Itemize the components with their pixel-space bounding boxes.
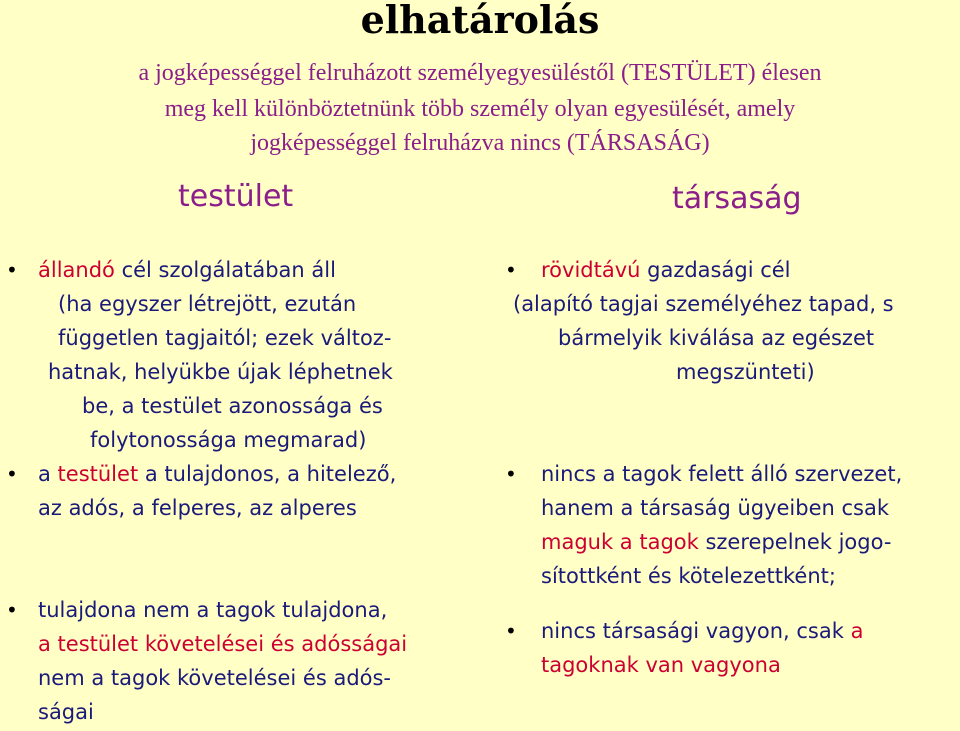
left-b1-line-3: független tagjaitól; ezek változ- — [58, 326, 392, 350]
emphasis-testulet: testület — [57, 462, 139, 486]
left-b1-line-1 — [38, 253, 336, 287]
emphasis-allando: állandó — [38, 258, 115, 282]
right-b1-line-1 — [541, 253, 791, 287]
left-b1-line-1-text: cél szolgálatában áll — [114, 258, 336, 282]
left-b3-line-4: ságai — [38, 700, 94, 724]
right-b2-line-1: nincs a tagok felett álló szervezet, — [541, 462, 903, 486]
emphasis-a: a — [850, 619, 864, 643]
bullet-icon: • — [505, 619, 517, 643]
left-heading: testület — [178, 179, 294, 214]
emphasis-rovidtavu: rövidtávú — [541, 258, 641, 282]
left-b3-line-2: a testület követelései és adósságai — [38, 632, 408, 656]
right-b3-pre: nincs társasági vagyon, csak — [541, 619, 851, 643]
left-b1-line-4: hatnak, helyükbe újak léphetnek — [48, 360, 393, 384]
emphasis-maguk-a-tagok: maguk a tagok — [541, 530, 699, 554]
left-b2-line-1-text: a tulajdonos, a hitelező, — [138, 462, 397, 486]
left-b1-line-5: be, a testület azonossága és — [82, 394, 383, 418]
right-b1-line-3: bármelyik kiválása az egészet — [558, 326, 875, 350]
intro-line-3: jogképességgel felruházva nincs (TÁRSASÁG) — [250, 130, 710, 156]
right-heading: társaság — [672, 181, 802, 216]
bullet-icon: • — [505, 462, 517, 486]
right-b2-line-3-text: szerepelnek jogo- — [698, 530, 892, 554]
bullet-icon: • — [505, 258, 517, 282]
bullet-icon: • — [6, 462, 18, 486]
right-b1-line-4: megszünteti) — [676, 360, 815, 384]
left-b2-pre: a — [38, 462, 58, 486]
right-b1-line-1-text: gazdasági cél — [640, 258, 791, 282]
page-title: elhatárolás — [360, 0, 600, 42]
right-b2-line-2: hanem a társaság ügyeiben csak — [541, 496, 890, 520]
intro-line-2: meg kell különböztetnünk több személy olyan egyesülését, amely — [164, 96, 796, 122]
left-b2-line-2: az adós, a felperes, az alperes — [38, 496, 357, 520]
right-b3-line-2: tagoknak van vagyona — [541, 653, 781, 677]
right-b3-line-1 — [541, 614, 863, 648]
left-b1-line-6: folytonossága megmarad) — [90, 428, 367, 452]
bullet-icon: • — [6, 598, 18, 622]
bullet-icon: • — [6, 258, 18, 282]
left-b2-line-1 — [38, 457, 396, 491]
right-b2-line-4: sítottként és kötelezettként; — [541, 564, 836, 588]
left-b1-line-2: (ha egyszer létrejött, ezután — [58, 292, 357, 316]
left-b3-line-3: nem a tagok követelései és adós- — [38, 666, 392, 690]
right-b1-line-2: (alapító tagjai személyéhez tapad, s — [513, 292, 894, 316]
left-b3-line-1: tulajdona nem a tagok tulajdona, — [38, 598, 388, 622]
right-b2-line-3 — [541, 525, 891, 559]
intro-line-1: a jogképességgel felruházott személyegyesüléstől (TESTÜLET) élesen — [138, 60, 822, 86]
